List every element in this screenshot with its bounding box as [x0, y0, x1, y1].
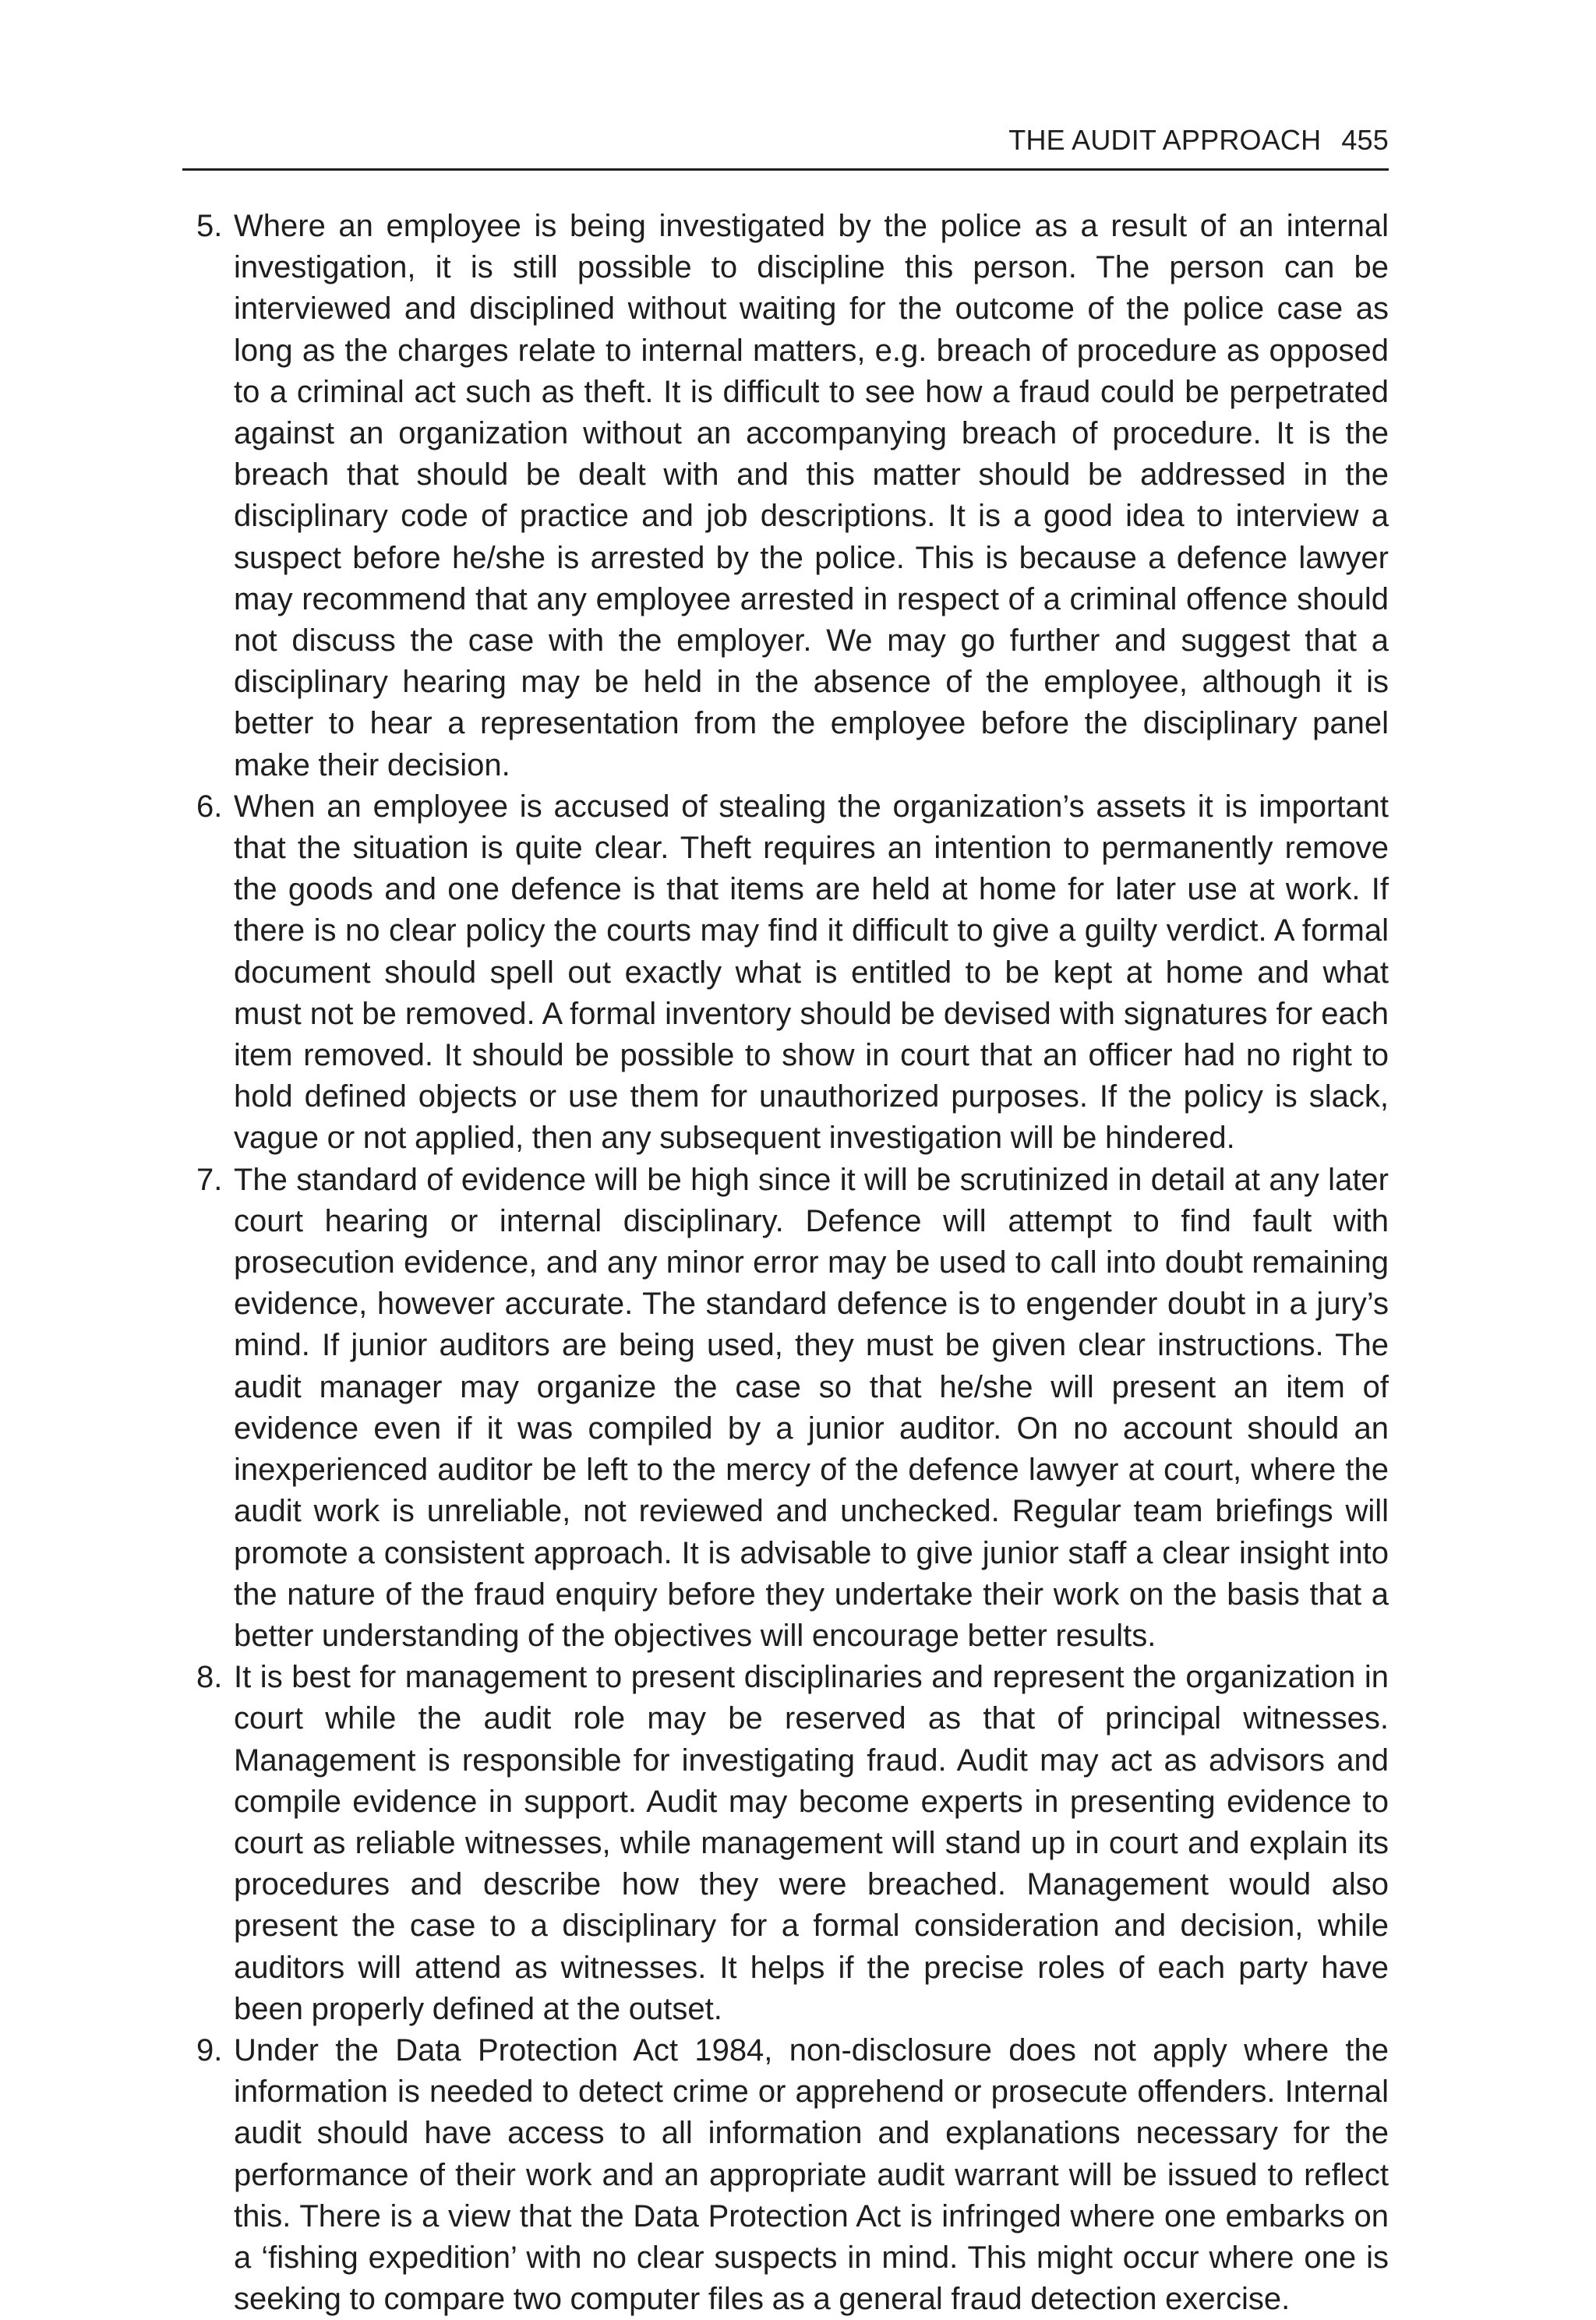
list-item-text: Where an employee is being investigated by the police as a result of an internal investigation, it is still possible to discipline this person. The person can be interviewed and disciplined without waiting for the outcome of the police case as long as the charges relate to internal matters, e.g. breach of procedure as opposed to a criminal act such as theft. It is difficult to see how a fraud could be perpetrated against an organization without an accompanying breach of procedure. It is the breach that should be dealt with and this matter should be addressed in the disciplinary code of practice and job descriptions. It is a good idea to interview a suspect before he/she is arrested by the police. This is because a defence lawyer may recommend that any employee arrested in respect of a criminal offence should not discuss the case with the employer. We may go further and suggest that a disciplinary hearing may be held in the absence of the employee, although it is better to hear a representation from the employee before the disciplinary panel make their decision.	[234, 209, 1389, 782]
running-head-title: THE AUDIT APPROACH	[1008, 124, 1322, 156]
list-item	[182, 1160, 1389, 1657]
page-number: 455	[1341, 124, 1389, 156]
list-item-text: When an employee is accused of stealing the organization’s assets it is important that the situation is quite clear. Theft requires an intention to permanently remove the goods and one defence is that items are held at home for later use at work. If there is no clear policy the courts may find it difficult to give a guilty verdict. A formal document should spell out exactly what is entitled to be kept at home and what must not be removed. A formal inventory should be devised with signatures for each item removed. It should be possible to show in court that an officer had no right to hold defined objects or use them for unauthorized purposes. If the policy is slack, vague or not applied, then any subsequent investigation will be hindered.	[234, 789, 1389, 1156]
list-item-text: Under the Data Protection Act 1984, non-disclosure does not apply where the information is needed to detect crime or apprehend or prosecute offenders. Internal audit should have access to all information and explanations necessary for the performance of their work and an appropriate audit warrant will be issued to reflect this. There is a view that the Data Protection Act is infringed where one embarks on a ‘fishing expedition’ with no clear suspects in mind. This might occur where one is seeking to compare two computer files as a general fraud detection exercise.	[234, 2032, 1389, 2317]
list-item	[182, 786, 1389, 1160]
list-item-number: 9.	[196, 2032, 223, 2068]
list-item-number: 7.	[196, 1162, 223, 1197]
list-item-number: 8.	[196, 1660, 223, 1695]
list-item-number: 5.	[196, 209, 223, 243]
running-head	[182, 122, 1389, 159]
list-item	[182, 206, 1389, 786]
header-rule	[182, 168, 1389, 171]
list-item	[182, 2030, 1389, 2320]
list-item	[182, 1657, 1389, 2030]
numbered-list	[182, 206, 1389, 2320]
list-item-number: 6.	[196, 789, 223, 824]
list-item-text: It is best for management to present disciplinaries and represent the organization in court while the audit role may be reserved as that of principal witnesses. Management is responsible for investigating fraud. Audit may act as advisors and compile evidence in support. Audit may become experts in presenting evidence to court as reliable witnesses, while management will stand up in court and explain its procedures and describe how they were breached. Management would also present the case to a disciplinary for a formal consideration and decision, while auditors will attend as witnesses. It helps if the precise roles of each party have been properly defined at the outset.	[234, 1660, 1389, 2026]
list-item-text: The standard of evidence will be high since it will be scrutinized in detail at any later court hearing or internal disciplinary. Defence will attempt to find fault with prosecution evidence, and any minor error may be used to call into doubt remaining evidence, however accurate. The standard defence is to engender doubt in a jury’s mind. If junior auditors are being used, they must be given clear instructions. The audit manager may organize the case so that he/she will present an item of evidence even if it was compiled by a junior auditor. On no account should an inexperienced auditor be left to the mercy of the defence lawyer at court, where the audit work is unreliable, not reviewed and unchecked. Regular team briefings will promote a consistent approach. It is advisable to give junior staff a clear insight into the nature of the fraud enquiry before they undertake their work on the basis that a better understanding of the objectives will encourage better results.	[234, 1162, 1389, 1653]
